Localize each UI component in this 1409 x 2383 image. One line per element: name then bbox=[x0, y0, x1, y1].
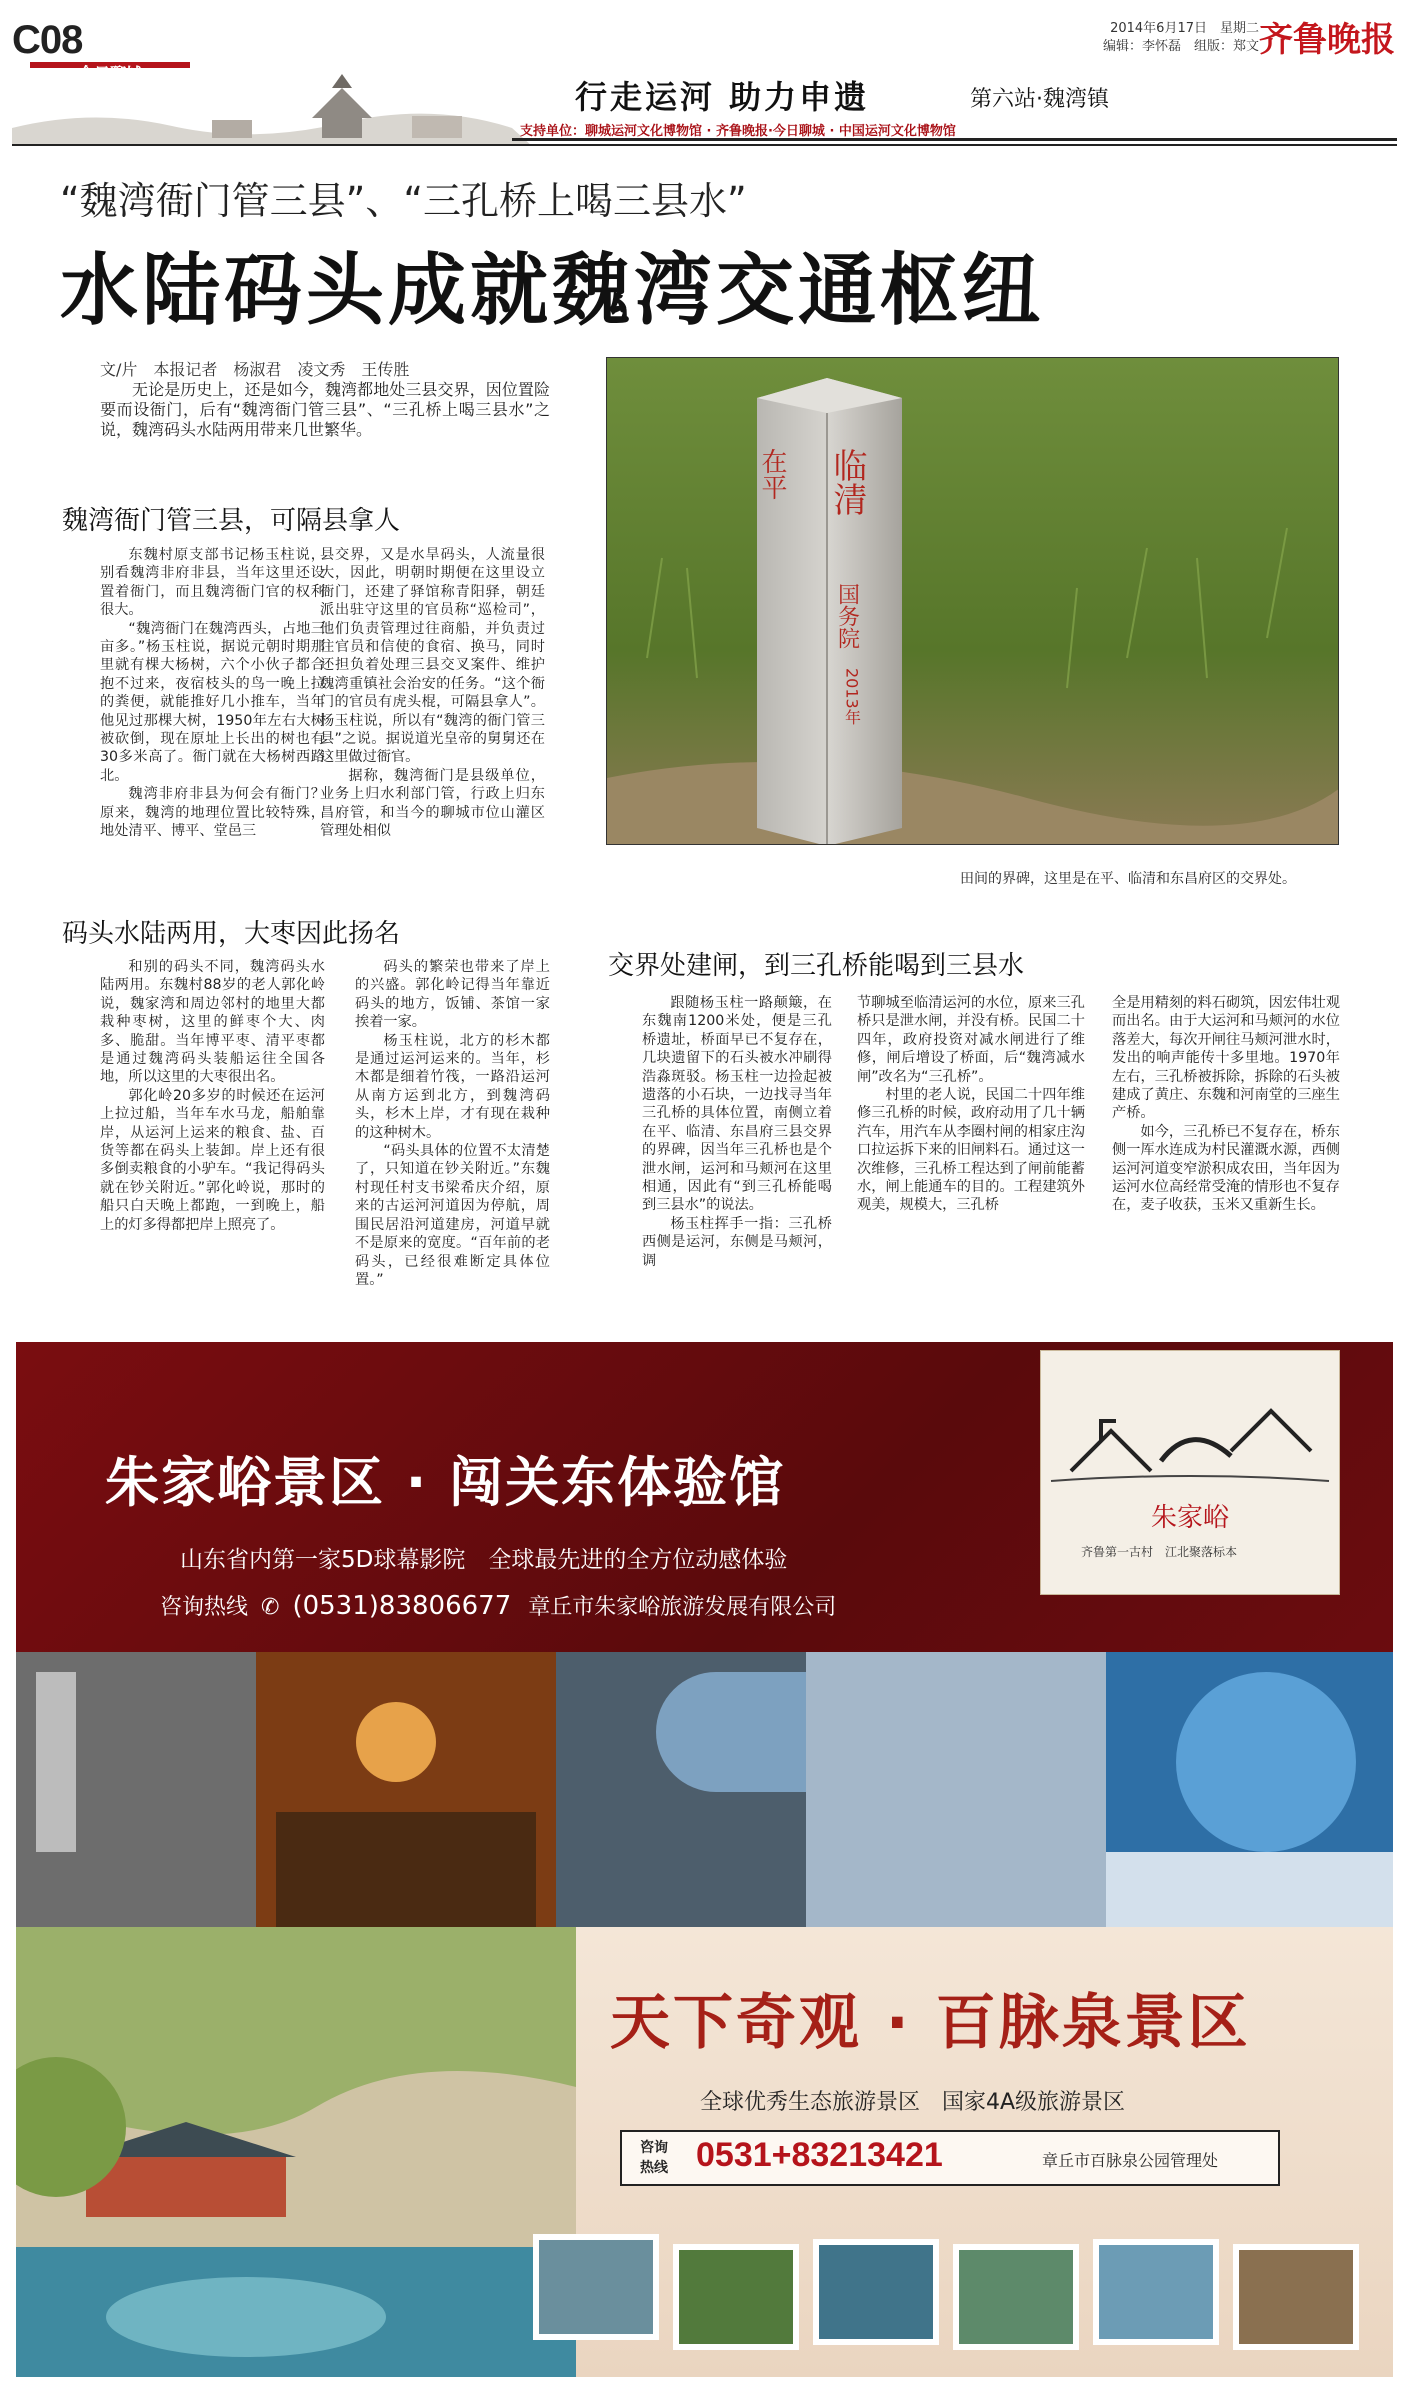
paragraph: 节聊城至临清运河的水位，原来三孔桥只是泄水闸，并没有桥。民国二十四年，政府投资对减水闸进行了维修，闸后增设了桥面，后“魏湾减水闸”改名为“三孔桥”。 bbox=[857, 995, 1085, 1085]
photo-illustration bbox=[607, 358, 1339, 845]
ad1-title: 朱家峪景区 · 闯关东体验馆 bbox=[105, 1451, 786, 1514]
article-byline: 文/片 本报记者 杨淑君 凌文秀 王传胜 bbox=[100, 360, 410, 379]
zhujiayu-logo bbox=[1040, 1350, 1340, 1595]
issue-date: 2014年6月17日 星期二 bbox=[1110, 21, 1259, 36]
paragraph: 郭化岭20多岁的时候还在运河上拉过船，当年车水马龙，船舶靠岸，从运河上运来的粮食、盐、百货等都在码头上装卸。岸上还有很多倒卖粮食的小驴车。“我记得码头就在钞关附近。”郭化岭说，那时的船只白天晚上都跑，一到晚上，船上的灯多得都把岸上照亮了。 bbox=[100, 1087, 325, 1233]
phone-icon: ✆ bbox=[261, 1595, 280, 1620]
banner-title: 行走运河 助力申遗 bbox=[575, 78, 870, 116]
lead-paragraph: 无论是历史上，还是如今，魏湾都地处三县交界，因位置险要而设衙门，后有“魏湾衙门管三县”、“三孔桥上喝三县水”之说，魏湾码头水陆两用带来几世繁华。 bbox=[100, 380, 550, 439]
section3-title: 交界处建闸，到三孔桥能喝到三县水 bbox=[608, 951, 1025, 981]
ad1-tagline: 山东省内第一家5D球幕影院 全球最先进的全方位动感体验 bbox=[180, 1547, 788, 1573]
logo-slogan: 齐鲁第一古村 江北聚落标本 bbox=[1081, 1545, 1238, 1559]
section3-col2 bbox=[857, 994, 1085, 1314]
stone-text-guowuyuan: 国务院 bbox=[834, 583, 860, 649]
section1-col1 bbox=[100, 546, 325, 906]
paragraph: “码头具体的位置不太清楚了，只知道在钞关附近。”东魏村现任村支书梁希庆介绍，原来的古运河河道因为停航，周围民居沿河道建房，河道早就不是原来的宽度。“百年前的老码头，已经很难断定具体位置。” bbox=[355, 1143, 550, 1288]
paper-logo: 齐鲁晚报 bbox=[1259, 20, 1395, 60]
boundary-stone-photo bbox=[606, 357, 1339, 845]
stone-text-chiping: 在平 bbox=[757, 448, 787, 500]
paragraph: 杨玉柱说，北方的杉木都是通过运河运来的。当年，杉木都是细着竹筏，一路沿运河从南方运到北方，到魏湾码头，杉木上岸，才有现在栽种的这种树木。 bbox=[355, 1032, 550, 1141]
ad1-contact bbox=[160, 1590, 836, 1621]
stone-text-year: 2013年 bbox=[842, 668, 862, 725]
ad2-company: 章丘市百脉泉公园管理处 bbox=[1042, 2151, 1219, 2170]
section2-col2 bbox=[355, 958, 550, 1308]
section3-col1 bbox=[642, 994, 832, 1314]
paragraph: 如今，三孔桥已不复存在，桥东侧一厍水连成为村民灌溉水源，西侧运河河道变窄淤积成农田，当年因为运河水位高经常受淹的情形也不复存在，麦子收获，玉米又重新生长。 bbox=[1112, 1123, 1340, 1214]
section1-title: 魏湾衙门管三县，可隔县拿人 bbox=[62, 506, 401, 536]
article-subhead: “魏湾衙门管三县”、“三孔桥上喝三县水” bbox=[60, 179, 747, 223]
ad2-title: 天下奇观 · 百脉泉景区 bbox=[610, 1988, 1251, 2058]
paragraph: 杨玉柱挥手一指：三孔桥西侧是运河，东侧是马颊河，调 bbox=[642, 1215, 832, 1269]
banner-station: 第六站·魏湾镇 bbox=[970, 87, 1109, 112]
article-lead bbox=[100, 380, 550, 440]
paragraph: 跟随杨玉柱一路颠簸，在东魏南1200米处，便是三孔桥遗址，桥面早已不复存在，几块遗留下的石头被水冲刷得浩淼斑驳。杨玉柱一边捡起被遗落的小石块，一边找寻当年三孔桥的具体位置，南侧立着在平、临清、东昌府三县交界的界碑，因当年三孔桥也是个泄水闸，运河和马颊河在这里相通，因此有“到三孔桥能喝到三县水”的说法。 bbox=[642, 995, 832, 1214]
village-sketch-icon bbox=[1041, 1351, 1339, 1594]
article-headline: 水陆码头成就魏湾交通枢纽 bbox=[60, 246, 1045, 336]
banner-sponsors: 支持单位：聊城运河文化博物馆 · 齐鲁晚报·今日聊城 · 中国运河文化博物馆 bbox=[520, 124, 956, 139]
paragraph: “魏湾衙门在魏湾西头，占地三亩多。”杨玉柱说，据说元朝时期那里就有棵大杨树，六个小伙子都合抱不过来，夜宿枝头的鸟一晚上拉的粪便，就能推好几小推车，当年他见过那棵大树，1950年左右大树被砍倒，现在原址上长出的树也有30多米高了。衙门就在大杨树西路北。 bbox=[100, 620, 325, 784]
ad1-hotline-label: 咨询热线 bbox=[160, 1595, 249, 1620]
paragraph: 码头的繁荣也带来了岸上的兴盛。郭化岭记得当年靠近码头的地方，饭铺、茶馆一家挨着一家。 bbox=[355, 959, 550, 1031]
ad2-tagline: 全球优秀生态旅游景区 国家4A级旅游景区 bbox=[700, 2090, 1126, 2115]
section1-col2 bbox=[320, 546, 545, 906]
paragraph: 全是用精刻的料石砌筑，因宏伟壮观而出名。由于大运河和马颊河的水位落差大，每次开闸往马颊河泄水时，发出的响声能传十多里地。1970年左右，三孔桥被拆除，拆除的石头被建成了黄庄、东魏和河南堂的三座生产桥。 bbox=[1112, 995, 1340, 1122]
ad1-phone: (0531)83806677 bbox=[292, 1591, 512, 1621]
paragraph: 魏湾非府非县为何会有衙门？原来，魏湾的地理位置比较特殊，地处清平、博平、堂邑三 bbox=[100, 786, 325, 840]
section3-col3 bbox=[1112, 994, 1340, 1314]
date-line bbox=[1103, 20, 1259, 56]
editors-credit: 编辑：李怀磊 组版：郑文 bbox=[1102, 39, 1259, 54]
paragraph: 村里的老人说，民国二十四年维修三孔桥的时候，政府动用了几十辆汽车，用汽车从李圈村闸的相家庄沟口拉运拆下来的旧闸料石。通过这一次维修，三孔桥工程达到了闸前能蓄水，闸上能通车的目的。工程建筑外观美，规模大，三孔桥 bbox=[857, 1087, 1085, 1214]
ad2-hotline-label: 咨询热线 bbox=[640, 2140, 668, 2176]
page-number: C08 bbox=[12, 18, 83, 62]
paragraph: 和别的码头不同，魏湾码头水陆两用。东魏村88岁的老人郭化岭说，魏家湾和周边邻村的地里大都栽种枣树，这里的鲜枣个大、肉多、脆甜。当年博平枣、清平枣都是通过魏湾码头装船运往全国各地，所以这里的大枣很出名。 bbox=[100, 959, 325, 1086]
zhujiayu-photo-collage bbox=[16, 1652, 1393, 1927]
section2-col1 bbox=[100, 958, 325, 1308]
paragraph: 东魏村原支部书记杨玉柱说，别看魏湾非府非县，当年这里还设置着衙门，而且魏湾衙门官的权利很大。 bbox=[100, 547, 325, 619]
paragraph: 县交界，又是水旱码头，人流量很大，因此，明朝时期便在这里设立衙门，还建了驿馆称青阳驿，朝廷派出驻守这里的官员称“巡检司”，他们负责管理过往商船，并负责过往官员和信使的食宿、换马，同时还担负着处理三县交叉案件、维护魏湾重镇社会治安的任务。“这个衙门的官员有虎头棍，可隔县拿人”。杨玉柱说，所以有“魏湾的衙门管三县”之说。据说道光皇帝的舅舅还在这里做过衙官。 bbox=[320, 547, 545, 766]
stone-text-linqing: 临清 bbox=[827, 448, 867, 516]
ad2-phone: 0531+83213421 bbox=[696, 2136, 943, 2174]
paragraph: 据称，魏湾衙门是县级单位，业务上归水利部门管，行政上归东昌府管，和当今的聊城市位山灌区管理处相似 bbox=[320, 767, 545, 840]
section2-title: 码头水陆两用，大枣因此扬名 bbox=[62, 919, 401, 949]
ad2-contact-box[interactable] bbox=[620, 2130, 1280, 2186]
logo-name: 朱家峪 bbox=[1151, 1503, 1230, 1533]
ad1-company: 章丘市朱家峪旅游发展有限公司 bbox=[528, 1595, 837, 1620]
photo-caption: 田间的界碑，这里是在平、临清和东昌府区的交界处。 bbox=[960, 871, 1296, 887]
